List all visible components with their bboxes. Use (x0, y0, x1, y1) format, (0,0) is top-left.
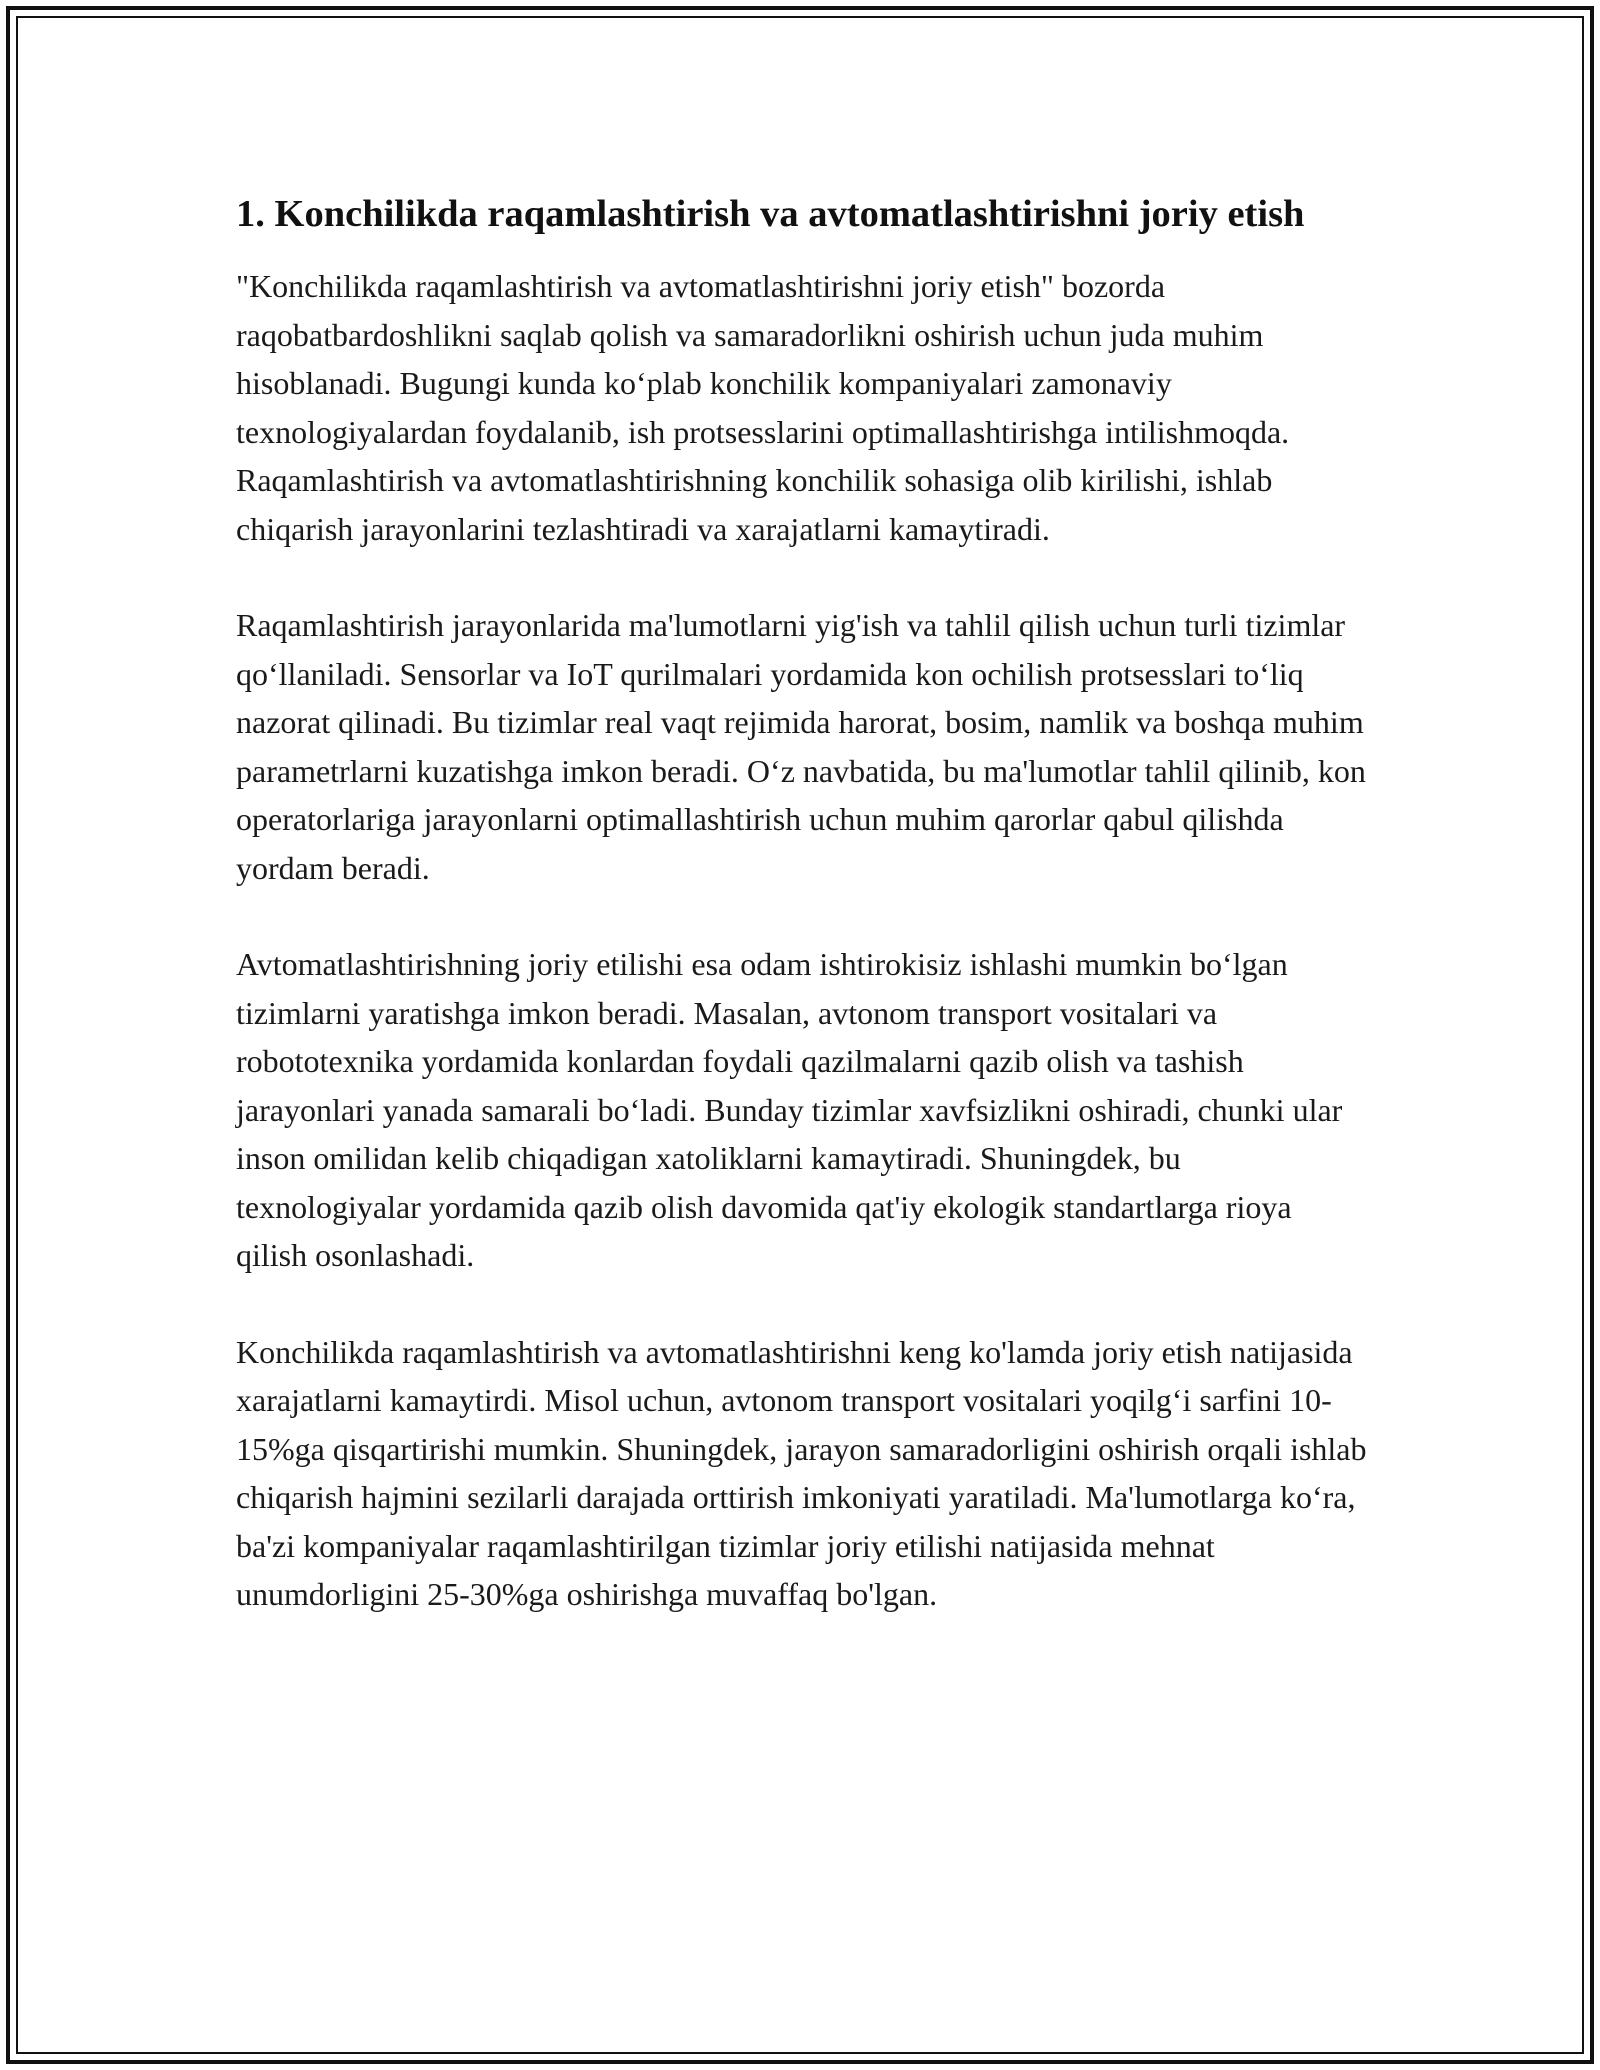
paragraph-digitalization: Raqamlashtirish jarayonlarida ma'lumotlarni yig'ish va tahlil qilish uchun turli tizimlar qo‘llaniladi. Sensorlar va IoT qurilmalari yordamida kon ochilish protsesslari to‘liq nazorat qilinadi. Bu tizimlar real vaqt rejimida harorat, bosim, namlik va boshqa muhim parametrlarni kuzatishga imkon beradi. O‘z navbatida, bu ma'lumotlar tahlil qilinib, kon operatorlariga jarayonlarni optimallashtirish uchun muhim qarorlar qabul qilishda yordam beradi. (236, 607, 1366, 886)
section-heading: 1. Konchilikda raqamlashtirish va avtomatlashtirishni joriy etish (236, 193, 1305, 235)
paragraph-automation: Avtomatlashtirishning joriy etilishi esa odam ishtirokisiz ishlashi mumkin bo‘lgan tizimlarni yaratishga imkon beradi. Masalan, avtonom transport vositalari va robototexnika yordamida konlardan foydali qazilmalarni qazib olish va tashish jarayonlari yanada samarali bo‘ladi. Bunday tizimlar xavfsizlikni oshiradi, chunki ular inson omilidan kelib chiqadigan xatoliklarni kamaytiradi. Shuningdek, bu texnologiyalar yordamida qazib olish davomida qat'iy ekologik standartlarga rioya qilish osonlashadi. (236, 946, 1343, 1273)
document-body (236, 186, 1370, 1667)
paragraph-results: Konchilikda raqamlashtirish va avtomatlashtirishni keng ko'lamda joriy etish natijasida xarajatlarni kamaytirdi. Misol uchun, avtonom transport vositalari yoqilg‘i sarfini 10-15%ga qisqartirishi mumkin. Shuningdek, jarayon samaradorligini oshirish orqali ishlab chiqarish hajmini sezilarli darajada orttirish imkoniyati yaratiladi. Ma'lumotlarga ko‘ra, ba'zi kompaniyalar raqamlashtirilgan tizimlar joriy etilishi natijasida mehnat unumdorligini 25-30%ga oshirishga muvaffaq bo'lgan. (236, 1333, 1367, 1612)
paragraph-intro: "Konchilikda raqamlashtirish va avtomatlashtirishni joriy etish" bozorda raqobatbardoshlikni saqlab qolish va samaradorlikni oshirish uchun juda muhim hisoblanadi. Bugungi kunda ko‘plab konchilik kompaniyalari zamonaviy texnologiyalardan foydalanib, ish protsesslarini optimallashtirishga intilishmoqda. Raqamlashtirish va avtomatlashtirishning konchilik sohasiga olib kirilishi, ishlab chiqarish jarayonlarini tezlashtiradi va xarajatlarni kamaytiradi. (236, 268, 1290, 547)
